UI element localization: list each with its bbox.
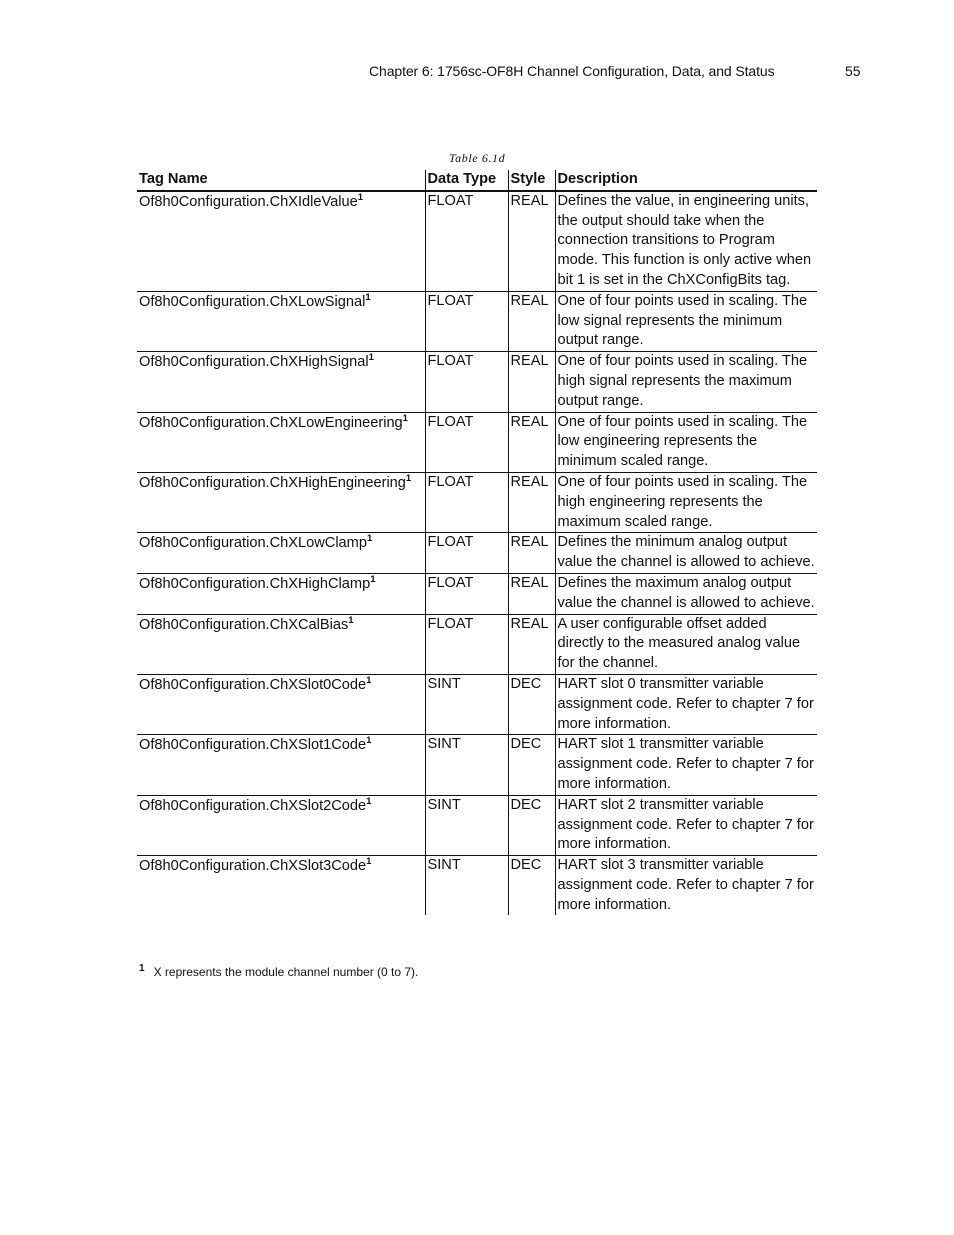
description-cell: One of four points used in scaling. The low signal represents the minimum output range. bbox=[555, 291, 817, 351]
column-header-description: Description bbox=[555, 170, 817, 191]
tag-name: Of8h0Configuration.ChXSlot3Code bbox=[139, 858, 367, 875]
table-row bbox=[137, 614, 817, 674]
tag-name: Of8h0Configuration.ChXSlot1Code bbox=[139, 737, 367, 754]
style-cell: DEC bbox=[508, 674, 555, 734]
data-type-cell: SINT bbox=[425, 674, 508, 734]
footnote-ref: 1 bbox=[366, 735, 372, 747]
tag-name: Of8h0Configuration.ChXIdleValue bbox=[139, 193, 358, 210]
tag-name-cell bbox=[137, 856, 425, 916]
style-cell: REAL bbox=[508, 472, 555, 532]
table-row bbox=[137, 291, 817, 351]
style-cell: REAL bbox=[508, 191, 555, 291]
footnote-ref: 1 bbox=[370, 573, 376, 585]
description-cell: A user configurable offset added directly to the measured analog value for the channel. bbox=[555, 614, 817, 674]
description-cell: HART slot 2 transmitter variable assignment code. Refer to chapter 7 for more information. bbox=[555, 795, 817, 855]
data-type-cell: FLOAT bbox=[425, 352, 508, 412]
tag-name-cell bbox=[137, 614, 425, 674]
footnote-ref: 1 bbox=[405, 472, 412, 484]
footnote-ref: 1 bbox=[348, 614, 354, 626]
tag-name-cell bbox=[137, 472, 425, 532]
footnote-marker: 1 bbox=[139, 963, 145, 974]
data-type-cell: FLOAT bbox=[425, 614, 508, 674]
tag-name-cell bbox=[137, 533, 425, 574]
style-cell: REAL bbox=[508, 291, 555, 351]
footnote-ref: 1 bbox=[357, 191, 364, 203]
tag-name: Of8h0Configuration.ChXSlot2Code bbox=[139, 797, 367, 814]
data-type-cell: SINT bbox=[425, 735, 508, 795]
data-type-cell: SINT bbox=[425, 795, 508, 855]
data-type-cell: FLOAT bbox=[425, 191, 508, 291]
tag-name: Of8h0Configuration.ChXLowEngineering bbox=[139, 414, 403, 431]
table-row bbox=[137, 856, 817, 916]
tag-name: Of8h0Configuration.ChXHighEngineering bbox=[139, 474, 406, 491]
tag-name-cell bbox=[137, 191, 425, 291]
description-cell: HART slot 1 transmitter variable assignment code. Refer to chapter 7 for more information. bbox=[555, 735, 817, 795]
description-cell: Defines the maximum analog output value the channel is allowed to achieve. bbox=[555, 573, 817, 614]
footnote-ref: 1 bbox=[366, 795, 372, 807]
column-header-tag-name: Tag Name bbox=[137, 170, 425, 191]
tag-name: Of8h0Configuration.ChXHighSignal bbox=[139, 354, 369, 371]
description-cell: Defines the value, in engineering units, the output should take when the connection transitions to Program mode. This function is only active when bit 1 is set in the ChXConfigBits tag. bbox=[555, 191, 817, 291]
style-cell: REAL bbox=[508, 573, 555, 614]
style-cell: REAL bbox=[508, 352, 555, 412]
footnote-ref: 1 bbox=[366, 674, 372, 686]
data-type-cell: FLOAT bbox=[425, 573, 508, 614]
tag-name-cell bbox=[137, 412, 425, 472]
description-cell: HART slot 0 transmitter variable assignment code. Refer to chapter 7 for more information. bbox=[555, 674, 817, 734]
description-cell: One of four points used in scaling. The high engineering represents the maximum scaled range. bbox=[555, 472, 817, 532]
table-footnote bbox=[139, 963, 418, 979]
page-number: 55 bbox=[845, 63, 861, 79]
table-caption: Table 6.1d bbox=[449, 151, 506, 165]
footnote-text: X represents the module channel number (0 to 7). bbox=[153, 965, 419, 979]
tag-name: Of8h0Configuration.ChXLowClamp bbox=[139, 535, 367, 552]
column-header-data-type: Data Type bbox=[425, 170, 508, 191]
tag-name: Of8h0Configuration.ChXCalBias bbox=[139, 616, 349, 633]
data-type-cell: FLOAT bbox=[425, 533, 508, 574]
tag-name-cell bbox=[137, 674, 425, 734]
column-header-style: Style bbox=[508, 170, 555, 191]
table-row bbox=[137, 191, 817, 291]
tag-name: Of8h0Configuration.ChXHighClamp bbox=[139, 575, 371, 592]
data-type-cell: FLOAT bbox=[425, 291, 508, 351]
table-header-row bbox=[137, 170, 817, 191]
footnote-ref: 1 bbox=[402, 412, 408, 424]
footnote-ref: 1 bbox=[365, 291, 371, 303]
tag-table bbox=[137, 170, 817, 915]
description-cell: Defines the minimum analog output value the channel is allowed to achieve. bbox=[555, 533, 817, 574]
tag-name-cell bbox=[137, 735, 425, 795]
table-row bbox=[137, 412, 817, 472]
description-cell: HART slot 3 transmitter variable assignment code. Refer to chapter 7 for more information. bbox=[555, 856, 817, 916]
tag-name-cell bbox=[137, 291, 425, 351]
table-row bbox=[137, 472, 817, 532]
table-row bbox=[137, 674, 817, 734]
tag-name-cell bbox=[137, 795, 425, 855]
tag-name-cell bbox=[137, 352, 425, 412]
tag-name: Of8h0Configuration.ChXSlot0Code bbox=[139, 676, 367, 693]
description-cell: One of four points used in scaling. The low engineering represents the minimum scaled range. bbox=[555, 412, 817, 472]
data-type-cell: FLOAT bbox=[425, 412, 508, 472]
tag-name: Of8h0Configuration.ChXLowSignal bbox=[139, 293, 366, 310]
data-type-cell: FLOAT bbox=[425, 472, 508, 532]
style-cell: REAL bbox=[508, 533, 555, 574]
style-cell: DEC bbox=[508, 735, 555, 795]
table-row bbox=[137, 795, 817, 855]
data-type-cell: SINT bbox=[425, 856, 508, 916]
footnote-ref: 1 bbox=[368, 352, 374, 364]
footnote-ref: 1 bbox=[366, 533, 373, 545]
style-cell: REAL bbox=[508, 412, 555, 472]
running-header bbox=[0, 63, 954, 83]
table-row bbox=[137, 352, 817, 412]
table-row bbox=[137, 573, 817, 614]
style-cell: DEC bbox=[508, 795, 555, 855]
table-row bbox=[137, 735, 817, 795]
chapter-title: Chapter 6: 1756sc-OF8H Channel Configuration, Data, and Status bbox=[369, 63, 775, 79]
footnote-ref: 1 bbox=[366, 856, 372, 868]
style-cell: REAL bbox=[508, 614, 555, 674]
description-cell: One of four points used in scaling. The high signal represents the maximum output range. bbox=[555, 352, 817, 412]
style-cell: DEC bbox=[508, 856, 555, 916]
tag-name-cell bbox=[137, 573, 425, 614]
table-row bbox=[137, 533, 817, 574]
